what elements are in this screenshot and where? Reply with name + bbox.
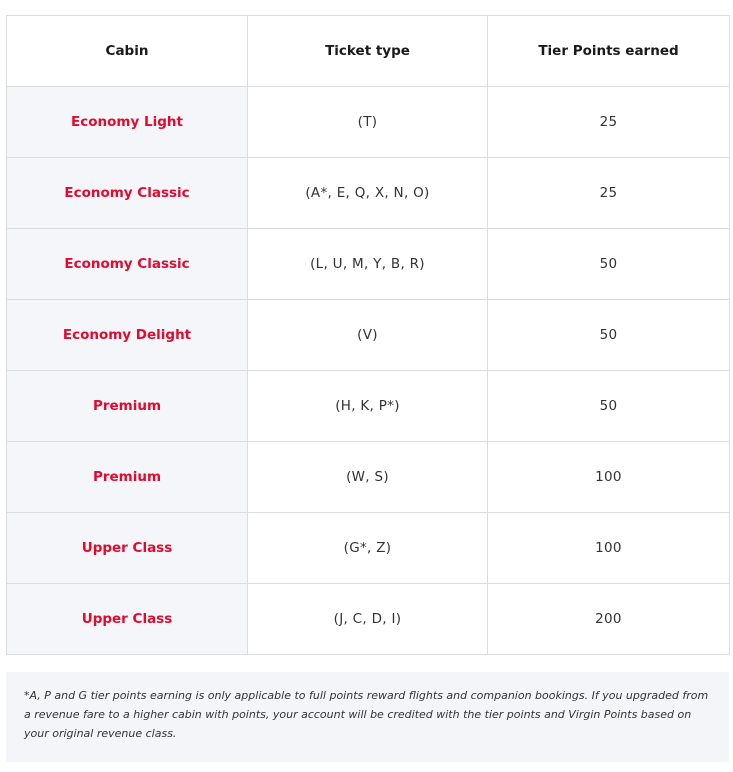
- table-body: [7, 87, 730, 655]
- ticket-type-cell: (T): [248, 87, 488, 158]
- cabin-cell: Economy Classic: [7, 158, 248, 229]
- ticket-type-cell: (L, U, M, Y, B, R): [248, 229, 488, 300]
- cabin-cell: Economy Delight: [7, 300, 248, 371]
- ticket-type-cell: (H, K, P*): [248, 371, 488, 442]
- table-row: [7, 87, 730, 158]
- table-row: [7, 229, 730, 300]
- header-cabin: Cabin: [7, 16, 248, 87]
- cabin-cell: Premium: [7, 442, 248, 513]
- tier-points-cell: 50: [488, 300, 730, 371]
- ticket-type-cell: (A*, E, Q, X, N, O): [248, 158, 488, 229]
- ticket-type-cell: (W, S): [248, 442, 488, 513]
- table-row: [7, 371, 730, 442]
- table-row: [7, 300, 730, 371]
- footnote-text: *A, P and G tier points earning is only applicable to full points reward flights and companion bookings. If you upgraded from a revenue fare to a higher cabin with points, your account will be credited with the tier points and Virgin Points based on your original revenue class.: [24, 689, 709, 740]
- table-row: [7, 158, 730, 229]
- table-row: [7, 442, 730, 513]
- tier-points-cell: 50: [488, 229, 730, 300]
- tier-points-table: [6, 15, 730, 655]
- header-row: [7, 16, 730, 87]
- tier-points-cell: 200: [488, 584, 730, 655]
- footnote-box: [6, 672, 729, 762]
- tier-points-cell: 25: [488, 158, 730, 229]
- cabin-cell: Upper Class: [7, 513, 248, 584]
- table-row: [7, 584, 730, 655]
- cabin-cell: Upper Class: [7, 584, 248, 655]
- table-row: [7, 513, 730, 584]
- tier-points-cell: 25: [488, 87, 730, 158]
- tier-points-cell: 100: [488, 442, 730, 513]
- ticket-type-cell: (J, C, D, I): [248, 584, 488, 655]
- header-ticket-type: Ticket type: [248, 16, 488, 87]
- tier-points-cell: 100: [488, 513, 730, 584]
- cabin-cell: Economy Classic: [7, 229, 248, 300]
- cabin-cell: Economy Light: [7, 87, 248, 158]
- ticket-type-cell: (G*, Z): [248, 513, 488, 584]
- ticket-type-cell: (V): [248, 300, 488, 371]
- cabin-cell: Premium: [7, 371, 248, 442]
- tier-points-cell: 50: [488, 371, 730, 442]
- table-header: [7, 16, 730, 87]
- header-tier-points: Tier Points earned: [488, 16, 730, 87]
